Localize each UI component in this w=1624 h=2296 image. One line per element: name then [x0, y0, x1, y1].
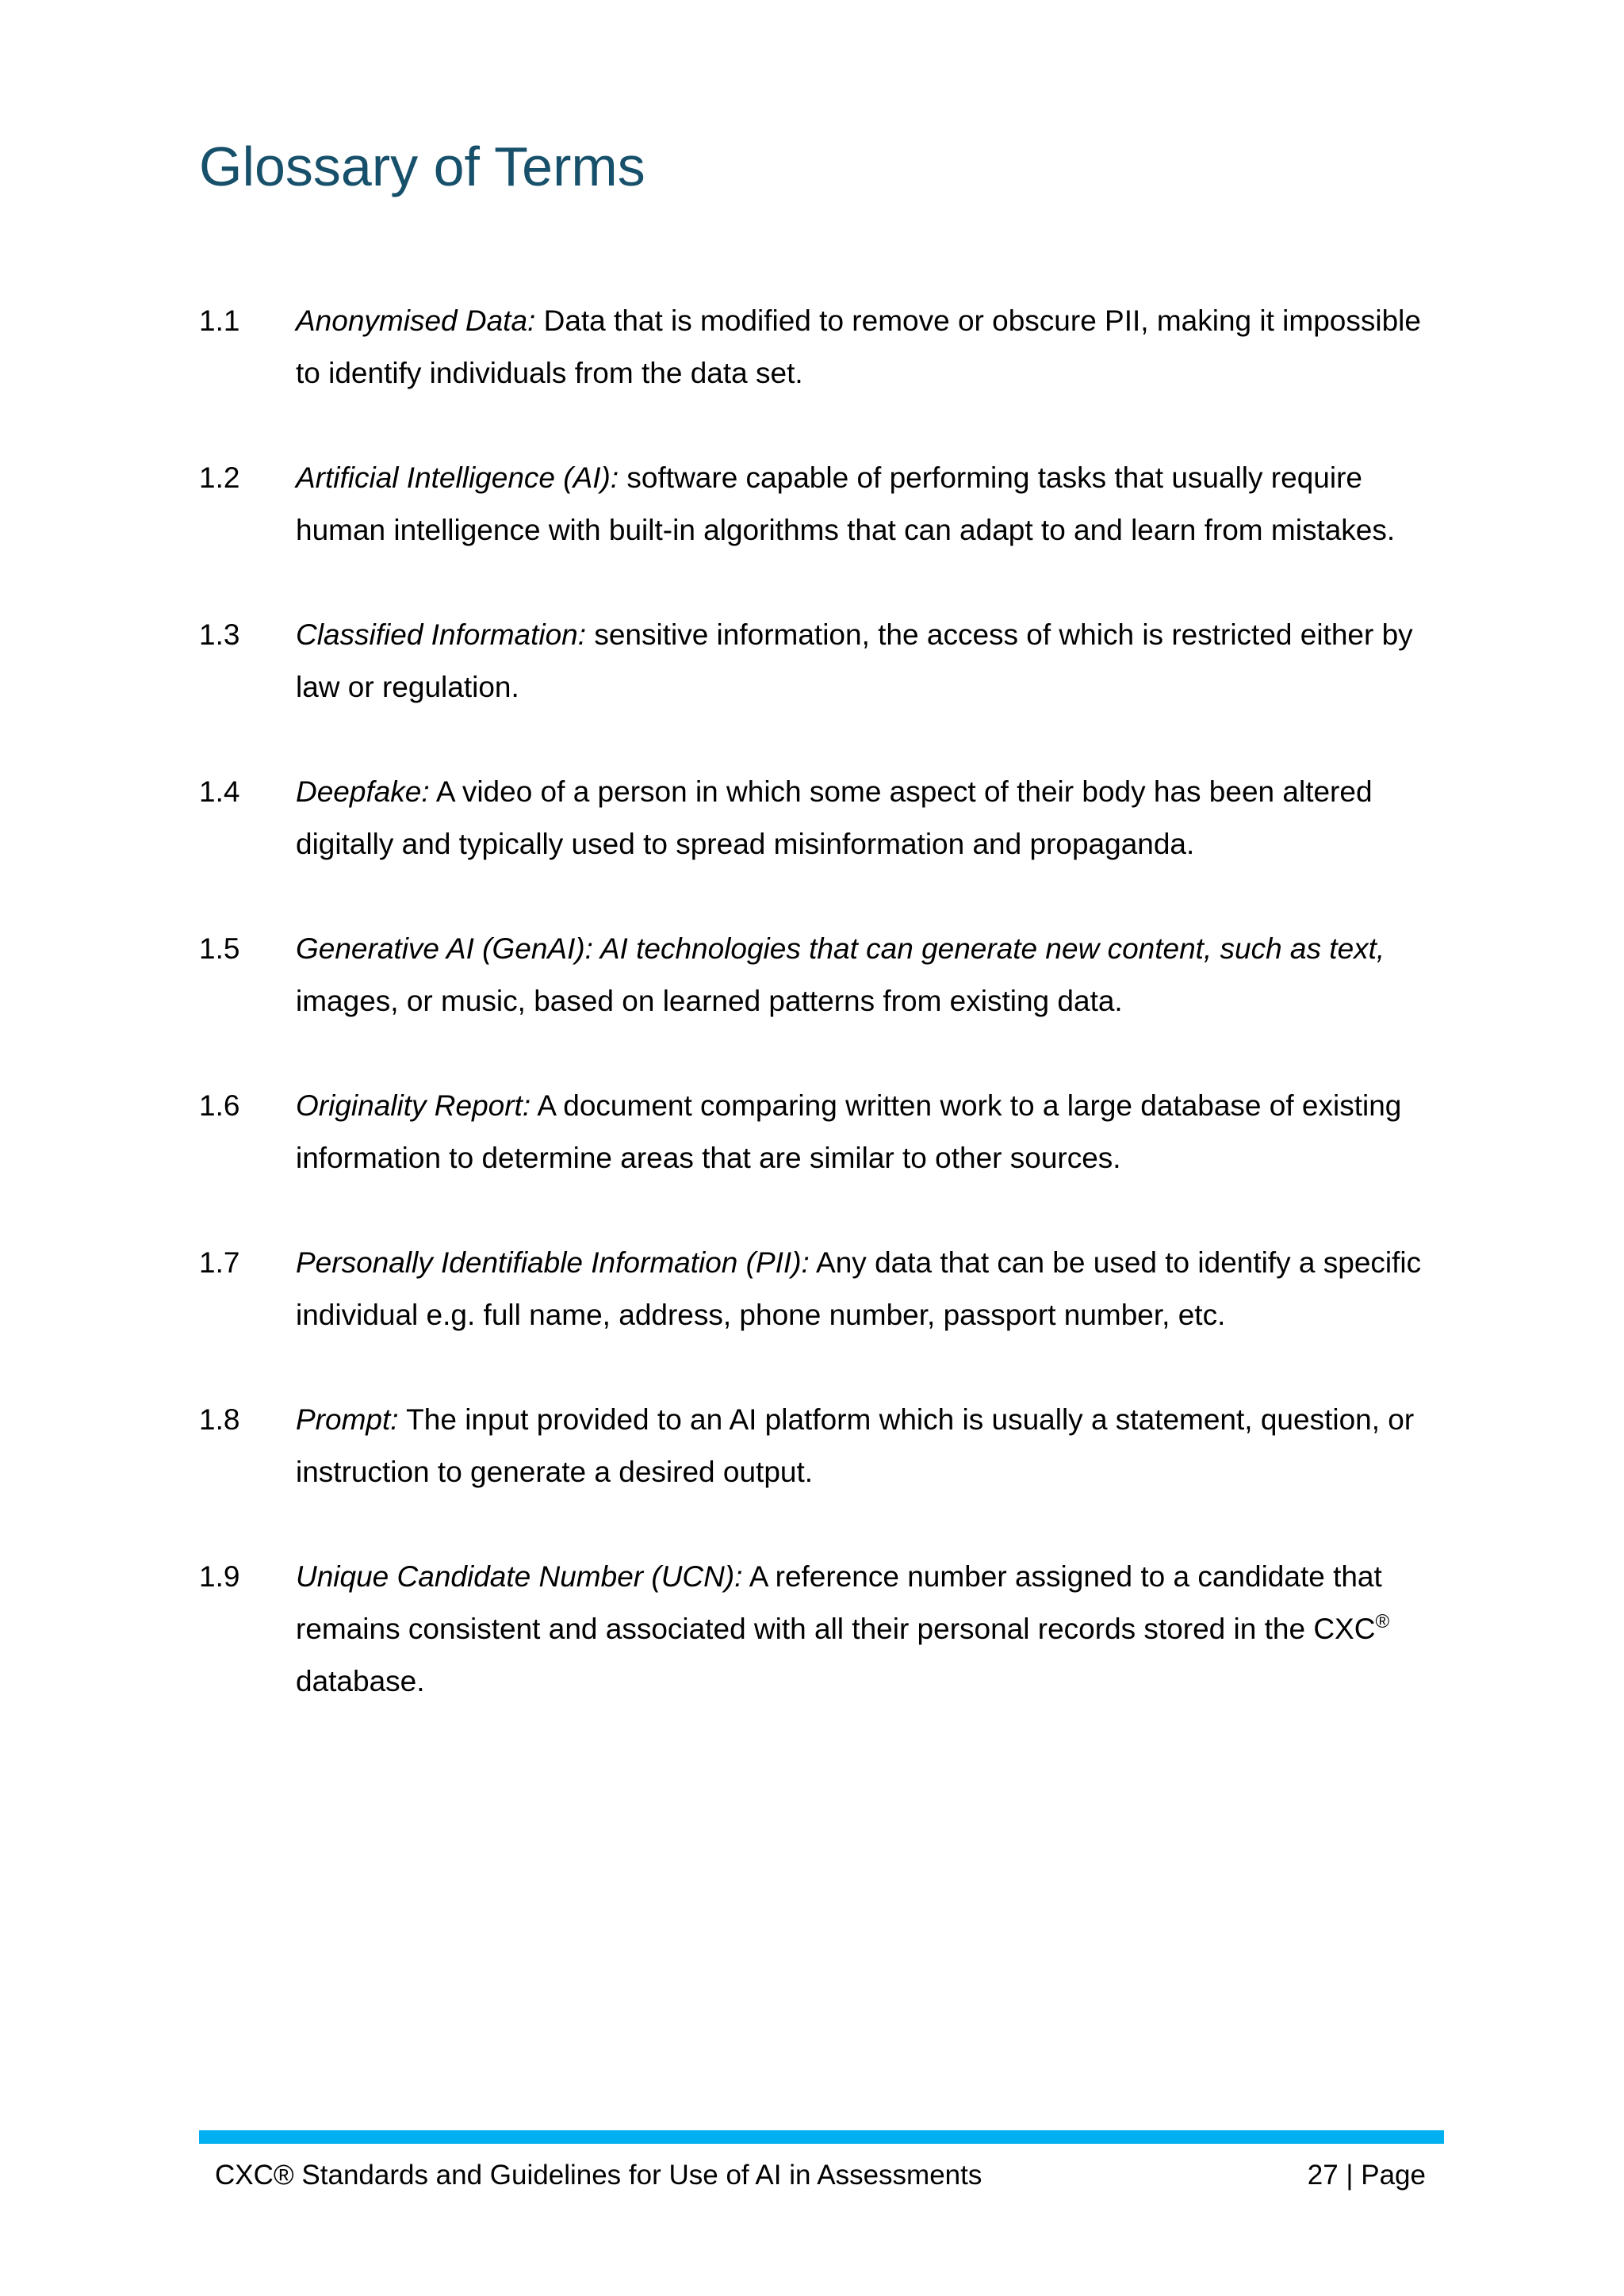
glossary-list: [199, 295, 1444, 1760]
entry-number: 1.7: [199, 1246, 240, 1279]
entry-text: [296, 1394, 1446, 1498]
entry-text: [296, 1080, 1446, 1184]
entry-definition: The input provided to an AI platform which is usually a statement, question, or instruction to generate a desired output.: [296, 1403, 1415, 1488]
entry-definition: images, or music, based on learned patterns from existing data.: [296, 985, 1123, 1017]
glossary-entry-prompt: [199, 1394, 1444, 1498]
entry-term: Unique Candidate Number (UCN):: [296, 1560, 743, 1593]
glossary-entry-deepfake: [199, 766, 1444, 871]
footer-page-number: 27 | Page: [1307, 2160, 1426, 2191]
glossary-entry-originality-report: [199, 1080, 1444, 1184]
entry-term: Personally Identifiable Information (PII):: [296, 1246, 810, 1279]
entry-text: [296, 1551, 1446, 1708]
entry-text: [296, 923, 1446, 1027]
glossary-entry-ucn: [199, 1551, 1444, 1708]
entry-definition: sensitive information, the access of which is restricted either by law or regulation.: [296, 618, 1413, 703]
entry-definition: Data that is modified to remove or obscure PII, making it impossible to identify individuals from the data set.: [296, 304, 1421, 389]
entry-number: 1.9: [199, 1560, 240, 1593]
registered-trademark: ®: [1375, 1611, 1390, 1632]
glossary-entry-classified-information: [199, 609, 1444, 714]
entry-definition: A video of a person in which some aspect of their body has been altered digitally and typically used to spread misinformation and propaganda.: [296, 775, 1373, 860]
entry-text: [296, 1237, 1446, 1341]
entry-definition: A reference number assigned to a candidate that remains consistent and associated with all their personal records stored in the CXC: [296, 1560, 1382, 1645]
entry-term: Anonymised Data:: [296, 304, 536, 337]
entry-term: Classified Information:: [296, 618, 587, 651]
glossary-entry-generative-ai: [199, 923, 1444, 1027]
glossary-entry-pii: [199, 1237, 1444, 1341]
entry-number: 1.8: [199, 1403, 240, 1436]
page-title: Glossary of Terms: [199, 136, 645, 197]
entry-term: Generative AI (GenAI): AI technologies that can generate new content, such as text,: [296, 932, 1385, 965]
entry-text: [296, 766, 1446, 871]
entry-text: [296, 452, 1446, 557]
entry-term: Artificial Intelligence (AI):: [296, 461, 619, 494]
entry-term: Originality Report:: [296, 1089, 531, 1122]
footer-rule: [199, 2130, 1444, 2144]
entry-number: 1.6: [199, 1089, 240, 1122]
entry-definition: Any data that can be used to identify a specific individual e.g. full name, address, phone number, passport number, etc.: [296, 1246, 1422, 1331]
footer-document-title: CXC® Standards and Guidelines for Use of AI in Assessments: [215, 2160, 982, 2191]
entry-number: 1.5: [199, 932, 240, 965]
entry-term: Deepfake:: [296, 775, 430, 808]
glossary-entry-anonymised-data: [199, 295, 1444, 400]
entry-number: 1.3: [199, 618, 240, 651]
entry-number: 1.2: [199, 461, 240, 494]
entry-definition: software capable of performing tasks that usually require human intelligence with built-in algorithms that can adapt to and learn from mistakes.: [296, 461, 1396, 546]
entry-number: 1.1: [199, 304, 240, 337]
entry-definition-end: database.: [296, 1665, 425, 1697]
entry-definition: A document comparing written work to a large database of existing information to determine areas that are similar to other sources.: [296, 1089, 1402, 1174]
glossary-entry-artificial-intelligence: [199, 452, 1444, 557]
entry-term: Prompt:: [296, 1403, 399, 1436]
entry-number: 1.4: [199, 775, 240, 808]
entry-text: [296, 609, 1446, 714]
entry-text: [296, 295, 1446, 400]
